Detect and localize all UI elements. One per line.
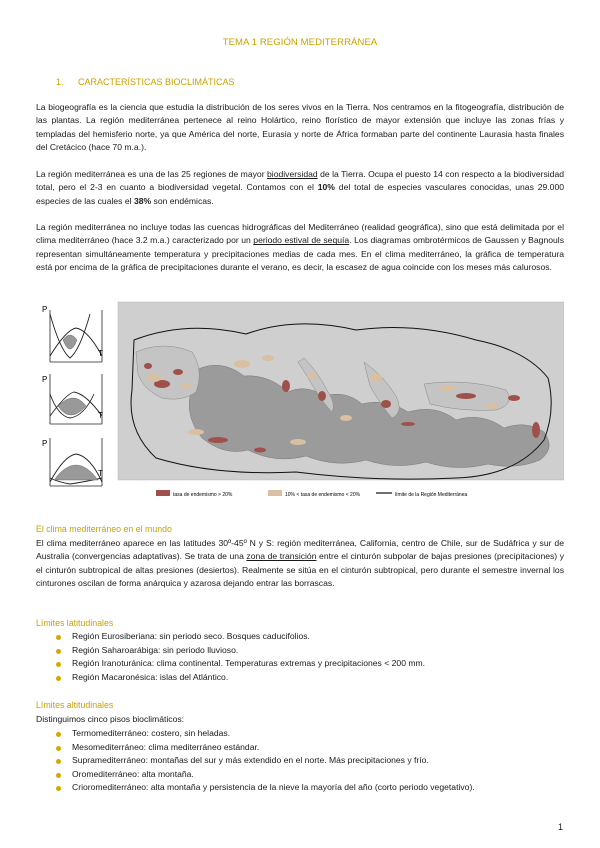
list-item-text: Región Saharoarábiga: sin periodo lluvioso. — [72, 644, 239, 655]
list-item-text: Mesomediterráneo: clima mediterráneo estándar. — [72, 741, 260, 752]
subheading-altitudinal-limits: Límites altitudinales — [36, 700, 114, 710]
bullet-icon — [56, 773, 61, 778]
latitudinal-limits-list — [56, 630, 425, 684]
list-item — [56, 781, 475, 795]
list-item-text: Crioromediterráneo: alta montaña y persistencia de la nieve la mayoría del año (corto periodo vegetativo). — [72, 782, 475, 793]
paragraph-climate — [36, 221, 564, 275]
subheading-world-climate: El clima mediterráneo en el mundo — [36, 524, 172, 534]
text-run: son endémicas. — [151, 195, 214, 206]
underlined-term: periodo estival de sequía — [253, 235, 350, 246]
list-item — [56, 657, 425, 671]
diagram-label: T — [98, 349, 103, 358]
mediterranean-map — [118, 302, 564, 480]
ombrothermic-diagram — [42, 438, 103, 486]
legend-label: 10% < tasa de endemismo < 20% — [285, 492, 361, 498]
altitudinal-limits-list — [56, 727, 475, 795]
text-run: El clima mediterráneo aparece en las latitudes 30º-45º N y S: región mediterránea, California, centro de Chile, sur de Sudáfrica y sur de Australia (convergencias adaptativas). Se trata de una — [36, 538, 564, 562]
diagram-label: T — [98, 411, 103, 420]
list-item-text: Termomediterráneo: costero, sin heladas. — [72, 728, 231, 738]
ombrothermic-diagram — [42, 305, 103, 362]
ombrothermic-diagram — [42, 374, 103, 424]
list-item-text: Supramediterráneo: montañas del sur y más extendido en el norte. Más precipitaciones y frío. — [72, 755, 429, 766]
diagram-label: T — [98, 469, 103, 478]
page-number: 1 — [558, 822, 564, 832]
list-item — [56, 754, 475, 768]
bullet-icon — [56, 732, 61, 737]
diagram-label: P — [42, 375, 48, 384]
legend-label: límite de la Región Mediterránea — [395, 492, 468, 498]
altitudinal-intro: Distinguimos cinco pisos bioclimáticos: — [36, 714, 185, 724]
text-run: . Los diagramas ombrotérmicos de Gaussen y Bagnouls representan simultáneamente temperatura y precipitaciones medias de cada mes. En el clima mediterráneo, la gráfica de temperatura está por encima de la gráfica de precipitaciones durante el verano, es decir, la escasez de agua coincide con los meses más calurosos. — [36, 235, 564, 273]
text-run: de la Tierra. Ocupa el puesto 14 con respecto a la biodiversidad total, pero el 2-3 en cuanto a biodiversidad vegetal. Contamos con el — [36, 169, 565, 193]
list-item-text: Región Iranoturánica: clima continental. Temperaturas extremas y precipitaciones < 200 mm. — [72, 658, 426, 669]
list-item-text: Región Macaronésica: islas del Atlántico. — [72, 671, 229, 682]
list-item — [56, 671, 425, 685]
mediterranean-endemism-figure — [36, 300, 564, 506]
diagram-label: P — [42, 305, 48, 314]
paragraph-biodiversity — [36, 168, 564, 208]
page-title: TEMA 1 REGIÓN MEDITERRÁNEA — [222, 37, 378, 48]
diagram-label: P — [42, 439, 48, 448]
list-item-text: Oromediterráneo: alta montaña. — [72, 768, 194, 779]
underlined-term: biodiversidad — [267, 169, 318, 179]
legend-swatch-high — [156, 490, 170, 496]
list-item-text: Región Eurosiberiana: sin periodo seco. Bosques caducifolios. — [72, 631, 310, 641]
list-item — [56, 630, 425, 644]
map-legend — [156, 490, 467, 498]
bold-figure: 38% — [133, 195, 152, 206]
bullet-icon — [56, 676, 61, 681]
list-item — [56, 644, 425, 658]
subheading-latitudinal-limits: Límites latitudinales — [36, 618, 114, 628]
text-run: La región mediterránea no incluye todas las cuencas hidrográficas del Mediterráneo (realidad geográfica), sino que está delimitada por el clima mediterráneo (hace 3.2 m.a.) caracterizado por un — [36, 222, 564, 246]
bullet-icon — [56, 662, 61, 667]
section-label: CARACTERÍSTICAS BIOCLIMÁTICAS — [78, 77, 235, 87]
underlined-term: zona de transición — [246, 551, 317, 562]
text-run: entre el cinturón subpolar de bajas presiones (precipitaciones) y el cinturón subtropical de altas presiones (desiertos). Realmente se sitúa en el cinturón subtropical, pero durante el semestre invernal los cinturones oscilan de forma anárquica y azarosa dejando entrar las borrascas. — [36, 551, 565, 589]
list-item — [56, 741, 475, 755]
text-run: La región mediterránea es una de las 25 regiones de mayor — [36, 169, 268, 179]
legend-label: tasa de endemismo > 20% — [173, 492, 233, 498]
legend-swatch-medium — [268, 490, 282, 496]
text-run: del total de especies vasculares conocidas, unas 29.000 especies de las cuales el — [36, 182, 565, 206]
bullet-icon — [56, 746, 61, 751]
bullet-icon — [56, 786, 61, 791]
paragraph-world-climate — [36, 537, 564, 591]
section-heading — [56, 77, 235, 87]
paragraph-biogeography: La biogeografía es la ciencia que estudia la distribución de los seres vivos en la Tierra. Nos centramos en la fitogeografía, distribución de las plantas. La región mediterránea pertenece al reino Holártico, reino florístico de mayor extensión que incluye las zonas frías y templadas del hemisferio norte, ya que América del norte, Eurasia y norte de África formaban parte del continente Laurasia hasta finales del Cretácico (hace 70 m.a.). — [36, 102, 564, 153]
bullet-icon — [56, 635, 61, 640]
bullet-icon — [56, 649, 61, 654]
section-number: 1. — [56, 77, 64, 87]
bold-figure: 10% — [317, 182, 335, 193]
list-item — [56, 727, 475, 741]
bullet-icon — [56, 759, 61, 764]
list-item — [56, 768, 475, 782]
